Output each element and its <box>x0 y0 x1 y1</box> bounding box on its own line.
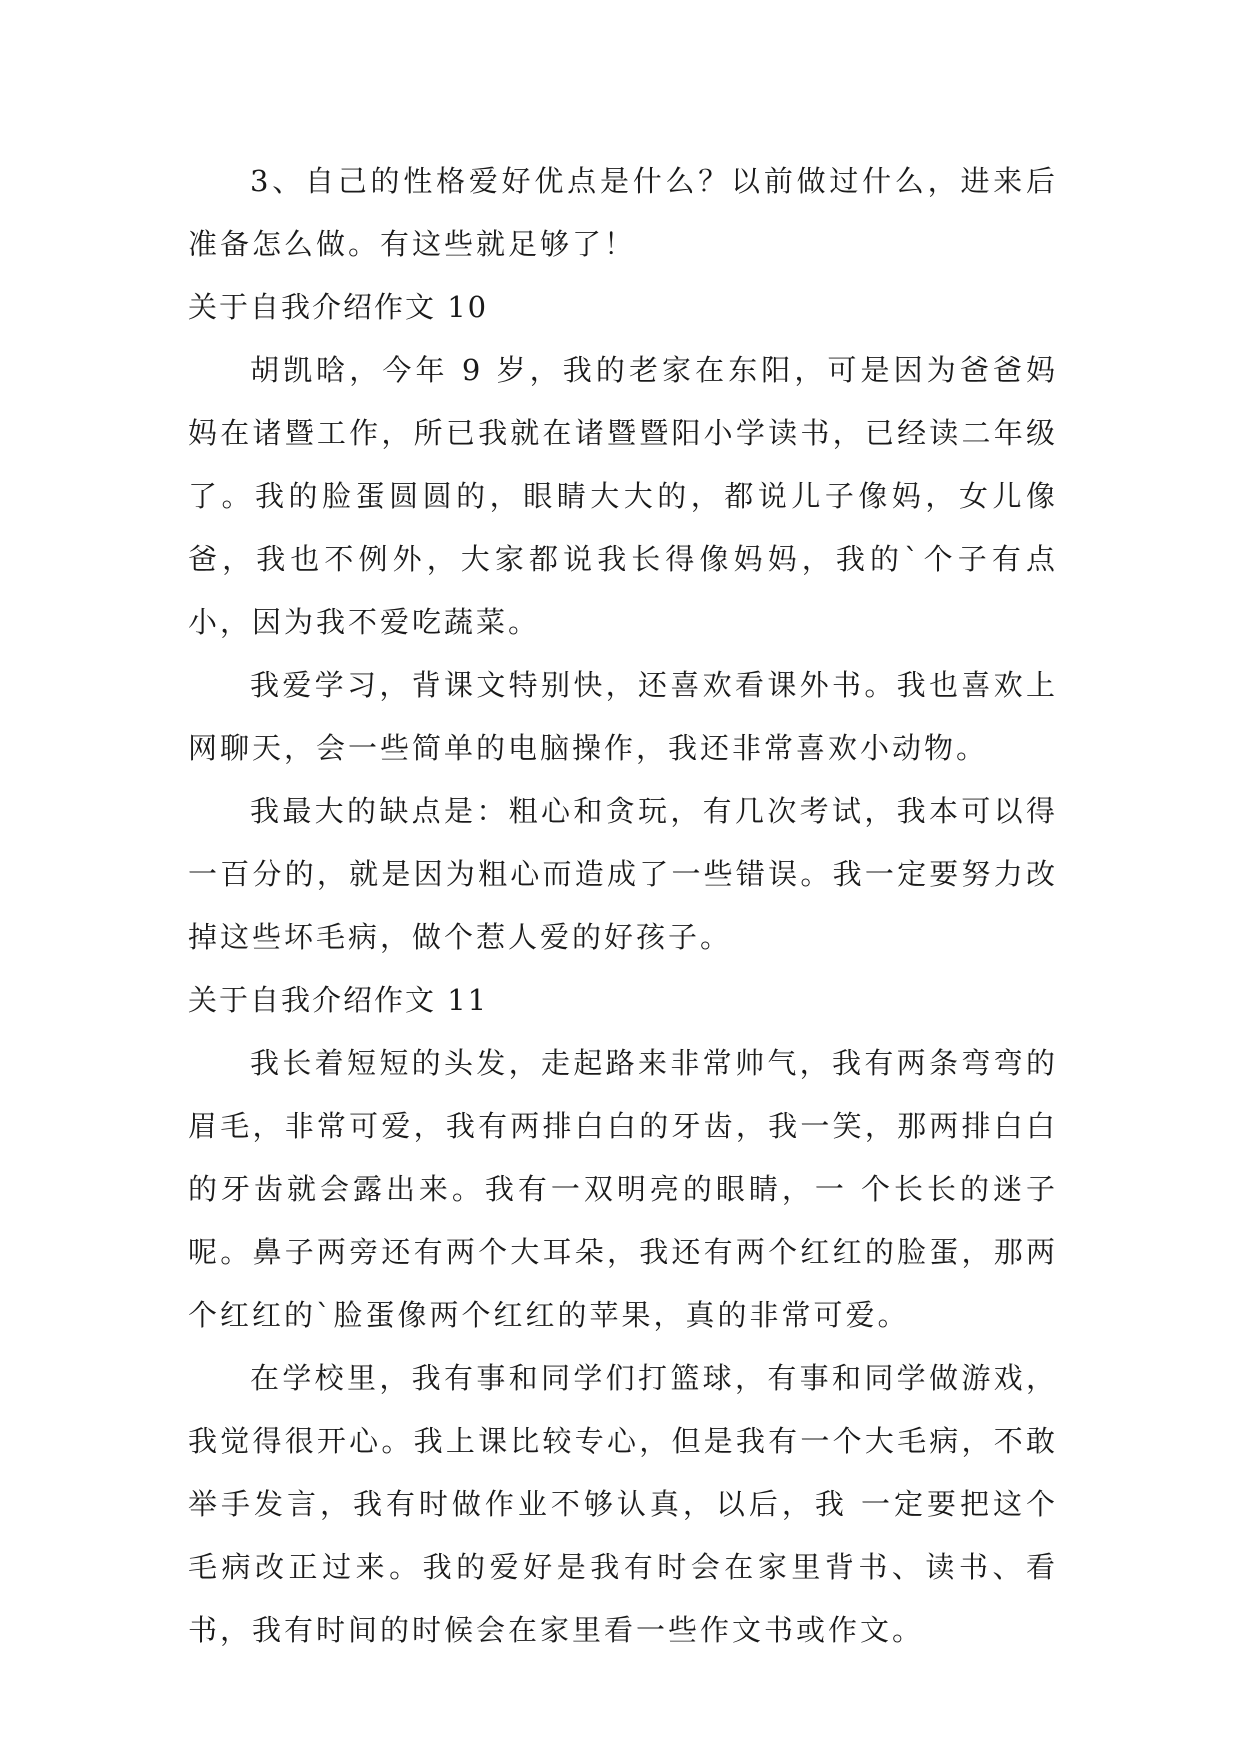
paragraph-10-1: 胡凯晗，今年 9 岁，我的老家在东阳，可是因为爸爸妈妈在诸暨工作，所已我就在诸暨暨阳小学读书，已经读二年级了。我的脸蛋圆圆的，眼睛大大的，都说儿子像妈，女儿像爸，我也不例外，大家都说我长得像妈妈，我的`个子有点小，因为我不爱吃蔬菜。 <box>188 353 1058 639</box>
section-heading-11: 关于自我介绍作文 11 <box>188 983 489 1017</box>
paragraph-11-1: 我长着短短的头发，走起路来非常帅气，我有两条弯弯的眉毛，非常可爱，我有两排白白的牙齿，我一笑，那两排白白的牙齿就会露出来。我有一双明亮的眼睛，一 个长长的迷子呢。鼻子两旁还有两个大耳朵，我还有两个红红的脸蛋，那两个红红的`脸蛋像两个红红的苹果，真的非常可爱。 <box>188 1046 1058 1332</box>
document-body <box>188 150 1058 1662</box>
paragraph-intro-point-3: 3、自己的性格爱好优点是什么？以前做过什么，进来后准备怎么做。有这些就足够了！ <box>188 164 1058 261</box>
paragraph-10-2: 我爱学习，背课文特别快，还喜欢看课外书。我也喜欢上网聊天，会一些简单的电脑操作，我还非常喜欢小动物。 <box>188 668 1058 765</box>
paragraph-10-3: 我最大的缺点是：粗心和贪玩，有几次考试，我本可以得一百分的，就是因为粗心而造成了一些错误。我一定要努力改掉这些坏毛病，做个惹人爱的好孩子。 <box>188 794 1058 954</box>
section-heading-10: 关于自我介绍作文 10 <box>188 290 489 324</box>
paragraph-11-2: 在学校里，我有事和同学们打篮球，有事和同学做游戏，我觉得很开心。我上课比较专心，但是我有一个大毛病，不敢举手发言，我有时做作业不够认真，以后，我 一定要把这个毛病改正过来。我的爱好是我有时会在家里背书、读书、看书，我有时间的时候会在家里看一些作文书或作文。 <box>188 1361 1058 1647</box>
